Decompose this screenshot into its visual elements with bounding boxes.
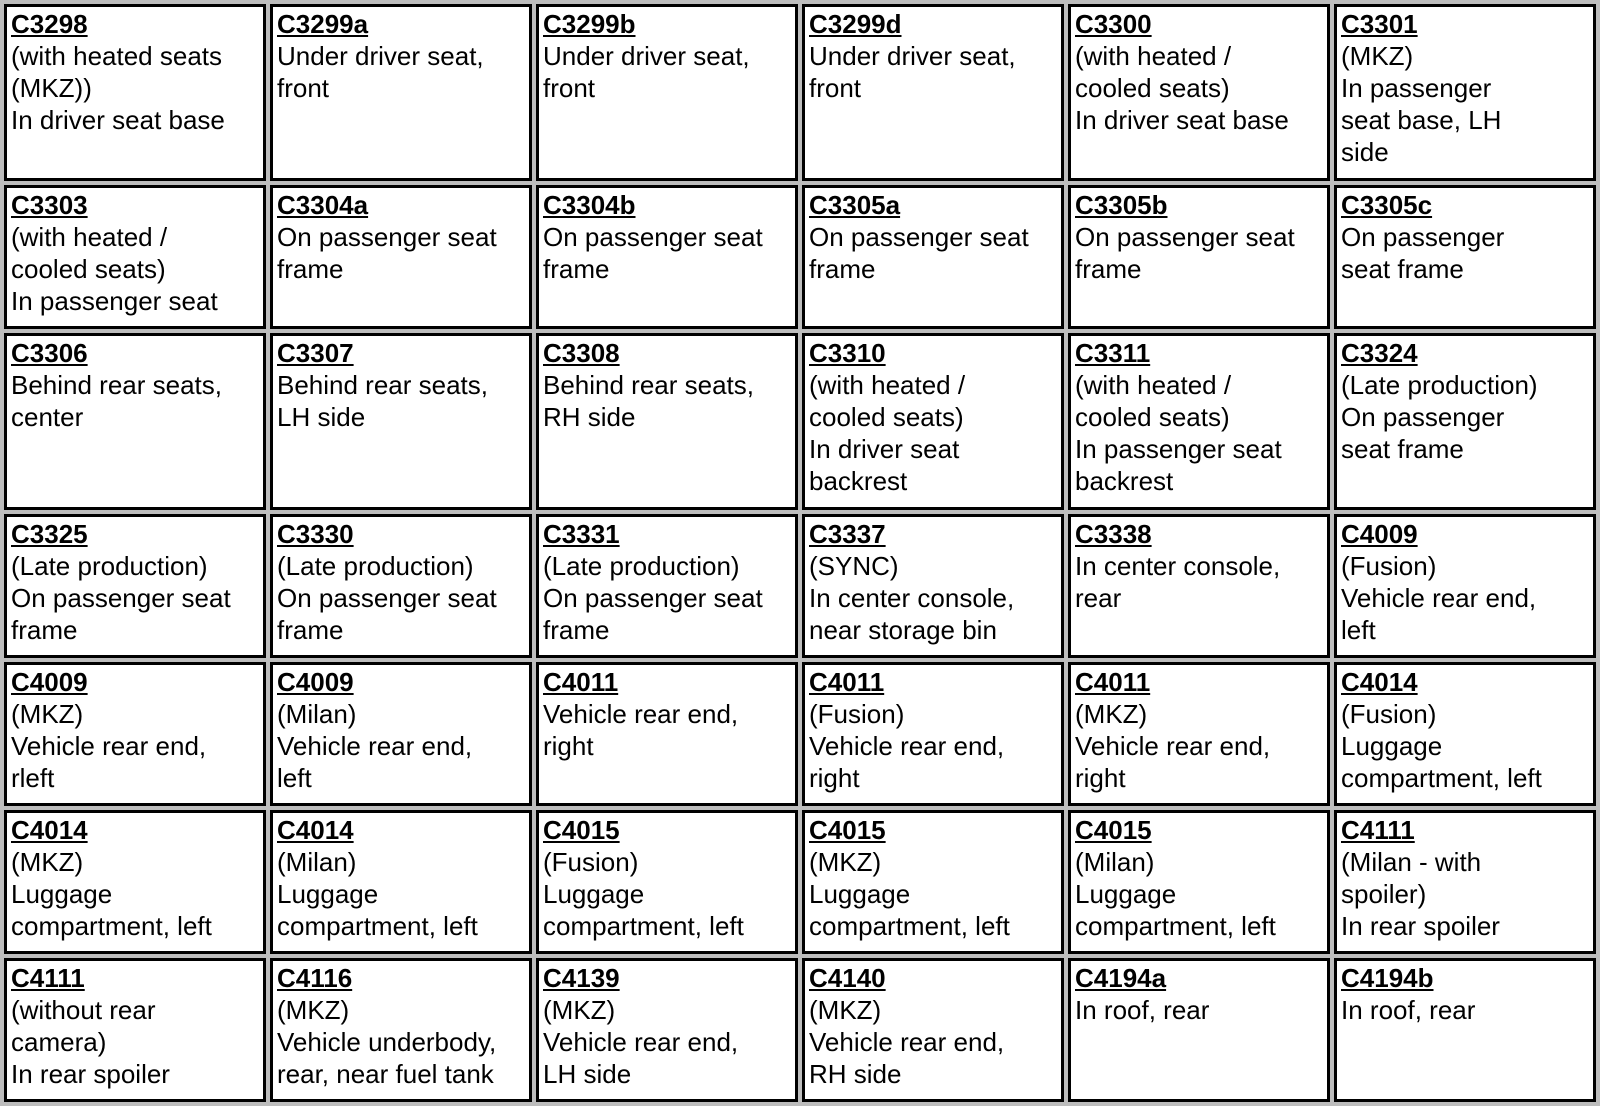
connector-location-text: Luggage compartment, left xyxy=(277,878,478,941)
connector-location-text: Behind rear seats, center xyxy=(11,369,223,432)
connector-location-text: (without rear camera) xyxy=(11,994,156,1057)
connector-location-text: (with heated seats (MKZ)) xyxy=(11,41,223,103)
connector-location-text: (MKZ) xyxy=(1341,41,1414,71)
connector-location-text: Vehicle rear end, right xyxy=(809,730,1005,793)
connector-location-text: (Fusion) xyxy=(543,846,639,877)
connector-code-link[interactable]: C4014 xyxy=(1341,666,1418,697)
connector-location-text: (Fusion) xyxy=(1341,550,1437,581)
connector-location-text: Luggage compartment, left xyxy=(543,878,744,941)
connector-code-link[interactable]: C3325 xyxy=(11,518,88,549)
connector-location-text: In center console, rear xyxy=(1075,550,1281,613)
connector-cell xyxy=(4,4,266,181)
connector-code-link[interactable]: C3303 xyxy=(11,189,88,220)
connector-cell xyxy=(4,810,266,954)
table-row xyxy=(4,333,1596,510)
connector-location-text: On passenger seat frame xyxy=(11,582,231,645)
connector-location-text: Vehicle rear end, rleft xyxy=(11,730,207,793)
connector-location-text: In driver seat base xyxy=(1075,105,1289,135)
connector-cell xyxy=(270,185,532,329)
connector-location-text: (with heated / cooled seats) xyxy=(1075,41,1232,103)
connector-location-text: Vehicle underbody, rear, near fuel tank xyxy=(277,1026,497,1089)
connector-code-link[interactable]: C4139 xyxy=(543,962,620,993)
connector-cell xyxy=(270,662,532,806)
connector-location-text: (Milan) xyxy=(1075,846,1155,877)
connector-code-link[interactable]: C4116 xyxy=(277,962,353,993)
connector-cell xyxy=(1068,333,1330,510)
connector-location-text: (with heated / cooled seats) xyxy=(809,369,966,432)
connector-cell xyxy=(4,333,266,510)
connector-code-link[interactable]: C3305c xyxy=(1341,189,1433,220)
connector-cell xyxy=(536,958,798,1102)
connector-location-text: On passenger seat frame xyxy=(1341,401,1505,464)
connector-location-text: (Late production) xyxy=(543,550,740,581)
connector-cell xyxy=(536,514,798,658)
connector-code-link[interactable]: C3299a xyxy=(277,9,369,39)
connector-cell xyxy=(536,185,798,329)
connector-cell xyxy=(1068,662,1330,806)
connector-location-text: (Late production) xyxy=(277,550,474,581)
connector-location-text: (MKZ) xyxy=(543,994,616,1025)
table-body xyxy=(4,4,1596,1102)
connector-code-link[interactable]: C3304a xyxy=(277,189,369,220)
connector-cell xyxy=(4,185,266,329)
connector-cell xyxy=(4,514,266,658)
connector-cell xyxy=(1334,958,1596,1102)
connector-location-text: In passenger seat xyxy=(11,285,218,316)
connector-cell xyxy=(270,810,532,954)
connector-location-text: (MKZ) xyxy=(11,698,84,729)
connector-location-text: In passenger seat backrest xyxy=(1075,433,1282,496)
connector-cell xyxy=(802,4,1064,181)
table-row xyxy=(4,4,1596,181)
connector-code-link[interactable]: C4015 xyxy=(1075,814,1152,845)
connector-location-text: In rear spoiler xyxy=(1341,910,1500,941)
connector-location-text: (Late production) xyxy=(11,550,208,581)
connector-code-link[interactable]: C3338 xyxy=(1075,518,1152,549)
connector-cell xyxy=(1068,810,1330,954)
connector-code-link[interactable]: C4009 xyxy=(1341,518,1418,549)
connector-location-text: (Late production) xyxy=(1341,369,1538,400)
connector-location-text: In center console, near storage bin xyxy=(809,582,1015,645)
connector-location-text: On passenger seat frame xyxy=(277,221,497,284)
connector-cell xyxy=(802,662,1064,806)
connector-code-link[interactable]: C4015 xyxy=(809,814,886,845)
connector-code-link[interactable]: C3308 xyxy=(543,337,620,368)
connector-cell xyxy=(1334,662,1596,806)
connector-cell xyxy=(1334,333,1596,510)
connector-code-link[interactable]: C4194a xyxy=(1075,962,1167,993)
connector-location-text: Under driver seat, front xyxy=(277,41,484,103)
connector-location-text: In roof, rear xyxy=(1075,994,1210,1025)
connector-code-link[interactable]: C4111 xyxy=(11,962,85,993)
table-row xyxy=(4,810,1596,954)
connector-code-link[interactable]: C4111 xyxy=(1341,814,1415,845)
connector-location-text: In passenger seat base, LH side xyxy=(1341,73,1502,167)
connector-cell xyxy=(802,958,1064,1102)
connector-location-text: (MKZ) xyxy=(809,846,882,877)
connector-code-link[interactable]: C3305b xyxy=(1075,189,1168,220)
connector-location-text: (MKZ) xyxy=(11,846,84,877)
connector-location-text: Vehicle rear end, left xyxy=(277,730,473,793)
connector-code-link[interactable]: C3299d xyxy=(809,9,902,39)
connector-cell xyxy=(536,662,798,806)
connector-location-text: Vehicle rear end, left xyxy=(1341,582,1537,645)
connector-cell xyxy=(270,958,532,1102)
connector-cell xyxy=(1068,958,1330,1102)
connector-cell xyxy=(1068,514,1330,658)
connector-code-link[interactable]: C3301 xyxy=(1341,9,1418,39)
connector-location-text: (Fusion) xyxy=(809,698,905,729)
connector-code-link[interactable]: C3331 xyxy=(543,518,620,549)
connector-location-text: Luggage compartment, left xyxy=(11,878,212,941)
connector-location-text: Vehicle rear end, right xyxy=(1075,730,1271,793)
connector-location-text: (SYNC) xyxy=(809,550,899,581)
connector-code-link[interactable]: C3337 xyxy=(809,518,886,549)
connector-location-text: (Milan) xyxy=(277,846,357,877)
connector-location-text: In driver seat backrest xyxy=(809,433,960,496)
connector-location-text: (MKZ) xyxy=(277,994,350,1025)
connector-code-link[interactable]: C3310 xyxy=(809,337,886,368)
connector-location-text: On passenger seat frame xyxy=(1075,221,1295,284)
connector-code-link[interactable]: C4015 xyxy=(543,814,620,845)
connector-location-text: On passenger seat frame xyxy=(809,221,1029,284)
connector-cell xyxy=(802,514,1064,658)
connector-location-text: In roof, rear xyxy=(1341,994,1476,1025)
connector-location-text: Luggage compartment, left xyxy=(809,878,1010,941)
connector-location-text: Vehicle rear end, right xyxy=(543,698,739,761)
connector-code-link[interactable]: C3300 xyxy=(1075,9,1152,39)
connector-location-text: On passenger seat frame xyxy=(1341,221,1505,284)
connector-code-link[interactable]: C3305a xyxy=(809,189,901,220)
connector-cell xyxy=(270,4,532,181)
connector-code-link[interactable]: C4014 xyxy=(277,814,354,845)
connector-cell xyxy=(802,333,1064,510)
connector-code-link[interactable]: C4014 xyxy=(11,814,88,845)
connector-cell xyxy=(802,185,1064,329)
connector-location-text: (MKZ) xyxy=(1075,698,1148,729)
connector-code-link[interactable]: C3330 xyxy=(277,518,354,549)
connector-cell xyxy=(4,958,266,1102)
connector-code-link[interactable]: C3304b xyxy=(543,189,636,220)
connector-cell xyxy=(4,662,266,806)
connector-location-text: (Milan) xyxy=(277,698,357,729)
connector-location-text: (with heated / cooled seats) xyxy=(11,221,168,284)
connector-location-text: Behind rear seats, RH side xyxy=(543,369,755,432)
connector-location-text: (MKZ) xyxy=(809,994,882,1025)
connector-cell xyxy=(536,333,798,510)
connector-location-text: On passenger seat frame xyxy=(543,221,763,284)
connector-cell xyxy=(270,333,532,510)
connector-cell xyxy=(1334,514,1596,658)
connector-cell xyxy=(1068,185,1330,329)
connector-cell xyxy=(802,810,1064,954)
connector-code-link[interactable]: C3311 xyxy=(1075,337,1151,368)
connector-location-text: Behind rear seats, LH side xyxy=(277,369,489,432)
connector-code-link[interactable]: C3306 xyxy=(11,337,88,368)
connector-cell xyxy=(536,810,798,954)
connector-code-link[interactable]: C3324 xyxy=(1341,337,1418,368)
connector-location-text: (with heated / cooled seats) xyxy=(1075,369,1232,432)
table-row xyxy=(4,514,1596,658)
connector-location-text: On passenger seat frame xyxy=(543,582,763,645)
connector-location-text: Under driver seat, front xyxy=(809,41,1016,103)
connector-code-link[interactable]: C4009 xyxy=(277,666,354,697)
connector-location-text: Vehicle rear end, RH side xyxy=(809,1026,1005,1089)
connector-code-link[interactable]: C4194b xyxy=(1341,962,1434,993)
connector-code-link[interactable]: C3307 xyxy=(277,337,354,368)
connector-location-text: (Milan - with spoiler) xyxy=(1341,846,1482,909)
connector-code-link[interactable]: C3299b xyxy=(543,9,636,39)
connector-cell xyxy=(1334,185,1596,329)
connector-code-link[interactable]: C4140 xyxy=(809,962,886,993)
connector-location-text: Luggage compartment, left xyxy=(1075,878,1276,941)
table-row xyxy=(4,185,1596,329)
connector-cell xyxy=(536,4,798,181)
table-row xyxy=(4,958,1596,1102)
connector-cell xyxy=(1334,4,1596,181)
connector-location-text: Under driver seat, front xyxy=(543,41,750,103)
connector-location-text: In rear spoiler xyxy=(11,1058,170,1089)
connector-location-text: On passenger seat frame xyxy=(277,582,497,645)
connector-location-text: (Fusion) xyxy=(1341,698,1437,729)
connector-code-link[interactable]: C4011 xyxy=(1075,666,1151,697)
connector-code-link[interactable]: C4011 xyxy=(543,666,619,697)
connector-code-link[interactable]: C4011 xyxy=(809,666,885,697)
connector-location-text: Luggage compartment, left xyxy=(1341,730,1542,793)
connector-location-text: In driver seat base xyxy=(11,105,225,135)
connector-code-link[interactable]: C3298 xyxy=(11,9,88,39)
connector-code-link[interactable]: C4009 xyxy=(11,666,88,697)
table-row xyxy=(4,662,1596,806)
connector-cell xyxy=(1068,4,1330,181)
connector-location-text: Vehicle rear end, LH side xyxy=(543,1026,739,1089)
connector-cell xyxy=(1334,810,1596,954)
connector-cell xyxy=(270,514,532,658)
